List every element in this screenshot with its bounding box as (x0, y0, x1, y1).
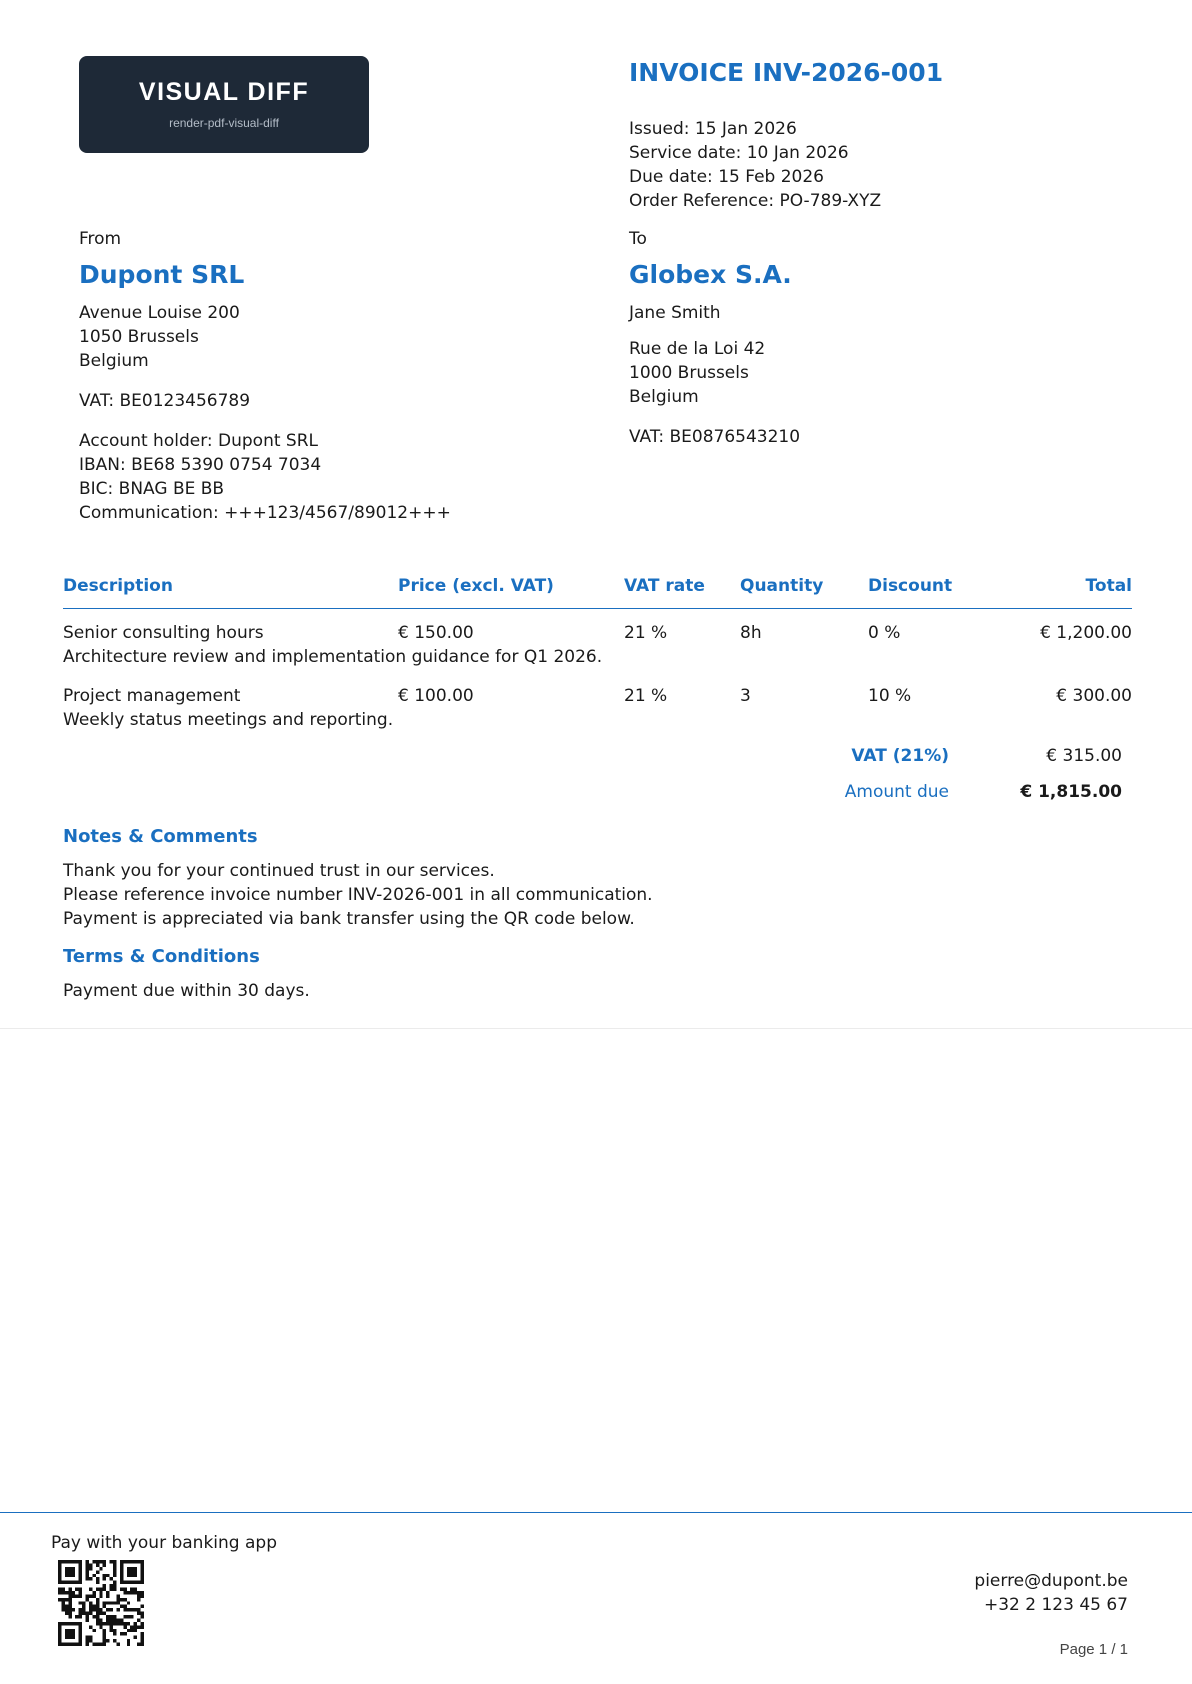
amount-due-value: € 1,815.00 (1020, 782, 1122, 802)
recipient-contact (629, 301, 721, 325)
payment-communication: Communication: +++123/4567/89012+++ (79, 503, 451, 523)
header-quantity: Quantity (740, 570, 868, 609)
header-vat-rate: VAT rate (624, 570, 740, 609)
item-description: Project management (63, 686, 241, 706)
address-line: 1000 Brussels (629, 363, 749, 383)
notes-title: Notes & Comments (63, 826, 258, 847)
sender-address (79, 301, 240, 373)
terms-text (63, 979, 310, 1003)
page-number: Page 1 / 1 (1059, 1641, 1128, 1658)
item-detail: Weekly status meetings and reporting. (63, 710, 394, 730)
footer-divider (0, 1512, 1192, 1513)
item-detail: Architecture review and implementation guidance for Q1 2026. (63, 647, 603, 667)
notes-line: Thank you for your continued trust in our services. (63, 861, 495, 881)
bank-details (79, 429, 451, 525)
address-line: Avenue Louise 200 (79, 303, 240, 323)
invoice-title: INVOICE INV-2026-001 (629, 58, 944, 87)
pay-label-text: Pay with your banking app (51, 1533, 277, 1553)
logo-title: VISUAL DIFF (138, 78, 310, 106)
header-description: Description (63, 570, 398, 609)
contact-block (974, 1569, 1128, 1617)
sender-vat (79, 389, 250, 413)
item-discount: 0 % (868, 623, 901, 643)
page-separator (0, 1028, 1192, 1029)
table-row-detail (63, 645, 1132, 669)
due-date: Due date: 15 Feb 2026 (629, 167, 824, 187)
item-discount: 10 % (868, 686, 912, 706)
item-quantity: 3 (740, 686, 751, 706)
sender-vat-number: VAT: BE0123456789 (79, 391, 251, 411)
address-line: Rue de la Loi 42 (629, 339, 766, 359)
company-logo (79, 56, 369, 153)
address-line: Belgium (79, 351, 149, 371)
to-label: To (629, 229, 647, 249)
contact-email: pierre@dupont.be (974, 1571, 1128, 1591)
header-total: Total (1028, 570, 1132, 609)
contact-name: Jane Smith (629, 303, 721, 323)
service-date: Service date: 10 Jan 2026 (629, 143, 849, 163)
notes-text (63, 859, 653, 931)
contact-phone: +32 2 123 45 67 (983, 1595, 1128, 1615)
vat-summary-value: € 315.00 (1046, 746, 1122, 766)
header-discount: Discount (868, 570, 1028, 609)
item-total: € 1,200.00 (1040, 623, 1132, 643)
address-line: Belgium (629, 387, 699, 407)
table-row (63, 669, 1132, 708)
item-vat-rate: 21 % (624, 686, 668, 706)
address-line: 1050 Brussels (79, 327, 199, 347)
from-label: From (79, 229, 122, 249)
recipient-vat-number: VAT: BE0876543210 (629, 427, 801, 447)
line-items-table (63, 570, 1132, 732)
item-vat-rate: 21 % (624, 623, 668, 643)
terms-line: Payment due within 30 days. (63, 981, 310, 1001)
notes-line: Payment is appreciated via bank transfer using the QR code below. (63, 909, 635, 929)
recipient-address (629, 337, 765, 409)
notes-line: Please reference invoice number INV-2026-001 in all communication. (63, 885, 653, 905)
table-row (63, 609, 1132, 646)
header-price: Price (excl. VAT) (398, 570, 624, 609)
account-holder: Account holder: Dupont SRL (79, 431, 318, 451)
iban: IBAN: BE68 5390 0754 7034 (79, 455, 322, 475)
issued-date: Issued: 15 Jan 2026 (629, 119, 797, 139)
item-description: Senior consulting hours (63, 623, 264, 643)
table-row-detail (63, 708, 1132, 732)
amount-due-label: Amount due (844, 782, 949, 802)
table-header-row (63, 570, 1132, 609)
bic: BIC: BNAG BE BB (79, 479, 225, 499)
item-price: € 100.00 (398, 686, 474, 706)
recipient-vat (629, 425, 800, 449)
vat-summary-label: VAT (21%) (851, 746, 949, 766)
item-quantity: 8h (740, 623, 762, 643)
terms-title: Terms & Conditions (63, 946, 260, 967)
item-price: € 150.00 (398, 623, 474, 643)
logo-subtitle: render-pdf-visual-diff (169, 116, 279, 130)
order-reference: Order Reference: PO-789-XYZ (629, 191, 882, 211)
item-total: € 300.00 (1056, 686, 1132, 706)
qr-code-icon (58, 1560, 144, 1646)
pay-label (51, 1531, 277, 1555)
recipient-name: Globex S.A. (629, 260, 792, 289)
sender-name: Dupont SRL (79, 260, 245, 289)
invoice-meta (629, 117, 881, 213)
